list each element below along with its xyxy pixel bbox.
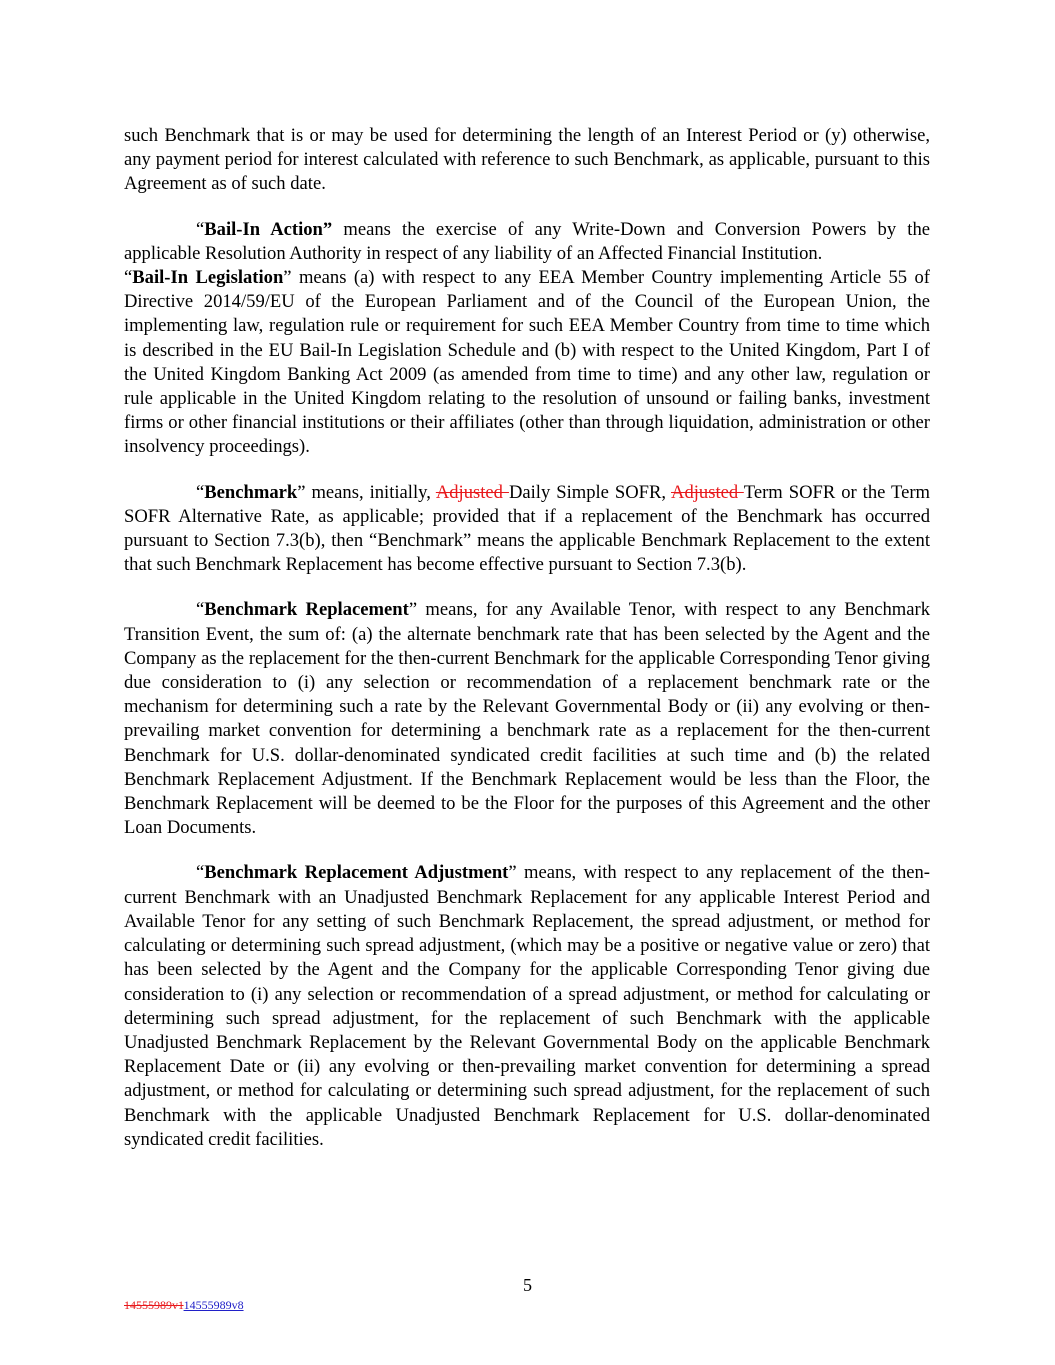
paragraph-text: “ xyxy=(196,481,205,503)
defined-term: Benchmark xyxy=(204,481,298,503)
deleted-text: Adjusted xyxy=(671,481,744,503)
defined-term: Benchmark Replacement Adjustment xyxy=(204,862,509,884)
definition-paragraph xyxy=(124,481,930,578)
defined-term: Bail-In Legislation xyxy=(132,267,284,289)
document-body xyxy=(124,124,930,1173)
definition-paragraph xyxy=(124,124,930,197)
definition-paragraph xyxy=(124,218,930,460)
defined-term: Benchmark Replacement xyxy=(204,599,409,621)
paragraph-text: ” means, for any Available Tenor, with respect to any Benchmark Transition Event, the sum of: (a) the alternate benchmark rate that has been selected by the Agent and the Company as the replacement for the then-current Benchmark for the applicable Corresponding Tenor giving due consideration to (i) any selection or recommendation of a replacement benchmark rate or the mechanism for determining such a rate by the Relevant Governmental Body or (ii) any evolving or then-prevailing market convention for determining a benchmark rate as a replacement for the then-current Benchmark for U.S. dollar-denominated syndicated credit facilities at such time and (b) the related Benchmark Replacement Adjustment. If the Benchmark Replacement would be less than the Floor, the Benchmark Replacement will be deemed to be the Floor for the purposes of this Agreement and the other Loan Documents. xyxy=(124,599,931,839)
paragraph-text: “ xyxy=(196,599,205,621)
paragraph-text: “ xyxy=(196,862,205,884)
deleted-text: Adjusted xyxy=(435,481,509,503)
page-number: 5 xyxy=(523,1275,532,1295)
defined-term: Bail-In Action” xyxy=(204,218,333,240)
paragraph-text: ” means, with respect to any replacement of the then-current Benchmark with an Unadjusted Benchmark Replacement for any applicable Interest Period and Available Tenor for any setting of such Benchmark Replacement, the spread adjustment, or method for calculating or determining such spread adjustment, (which may be a positive or negative value or zero) that has been selected by the Agent and the Company for the applicable Corresponding Tenor giving due consideration to (i) any selection or recommendation of a spread adjustment, or method for calculating or determining such spread adjustment, for the replacement of such Benchmark with the applicable Unadjusted Benchmark Replacement by the Relevant Governmental Body on the applicable Benchmark Replacement Date or (ii) any evolving or then-prevailing market convention for determining a spread adjustment, or method for calculating or determining such spread adjustment, for the replacement of such Benchmark with the applicable Unadjusted Benchmark Replacement for U.S. dollar-denominated syndicated credit facilities. xyxy=(124,862,930,1150)
paragraph-text: “ xyxy=(124,267,133,289)
paragraph-text: ” means (a) with respect to any EEA Member Country implementing Article 55 of Directive 2014/59/EU of the European Parliament and of the Council of the European Union, the implementing law, regulation rule or requirement for such EEA Member Country from time to time which is described in the EU Bail-In Legislation Schedule and (b) with respect to the United Kingdom, Part I of the United Kingdom Banking Act 2009 (as amended from time to time) and any other law, regulation or rule applicable in the United Kingdom relating to the resolution of unsound or failing banks, investment firms or other financial institutions or their affiliates (other than through liquidation, administration or other insolvency proceedings). xyxy=(124,267,930,458)
definition-paragraph xyxy=(124,861,930,1151)
paragraph-text: such Benchmark that is or may be used for determining the length of an Interest Period or (y) otherwise, any payment period for interest calculated with reference to such Benchmark, as applicable, pursuant to this Agreement as of such date. xyxy=(124,125,930,195)
deleted-document-id: 14555989v1 xyxy=(124,1298,184,1312)
paragraph-text: ” means, initially, xyxy=(297,481,436,503)
definition-paragraph xyxy=(124,598,930,840)
document-id-footer xyxy=(124,1298,244,1313)
paragraph-text: means the exercise of any Write-Down and Conversion Powers by the applicable Resolution Authority in respect of any liability of an Affected Financial Institution. xyxy=(124,218,930,264)
inserted-document-id: 14555989v8 xyxy=(183,1298,244,1312)
paragraph-text: “ xyxy=(196,218,205,240)
paragraph-text: Daily Simple SOFR, xyxy=(508,481,672,503)
paragraph-text: Term SOFR or the Term SOFR Alternative Rate, as applicable; provided that if a replacement of the Benchmark has occurred pursuant to Section 7.3(b), then “Benchmark” means the applicable Benchmark Replacement to the extent that such Benchmark Replacement has become effective pursuant to Section 7.3(b). xyxy=(124,481,931,576)
